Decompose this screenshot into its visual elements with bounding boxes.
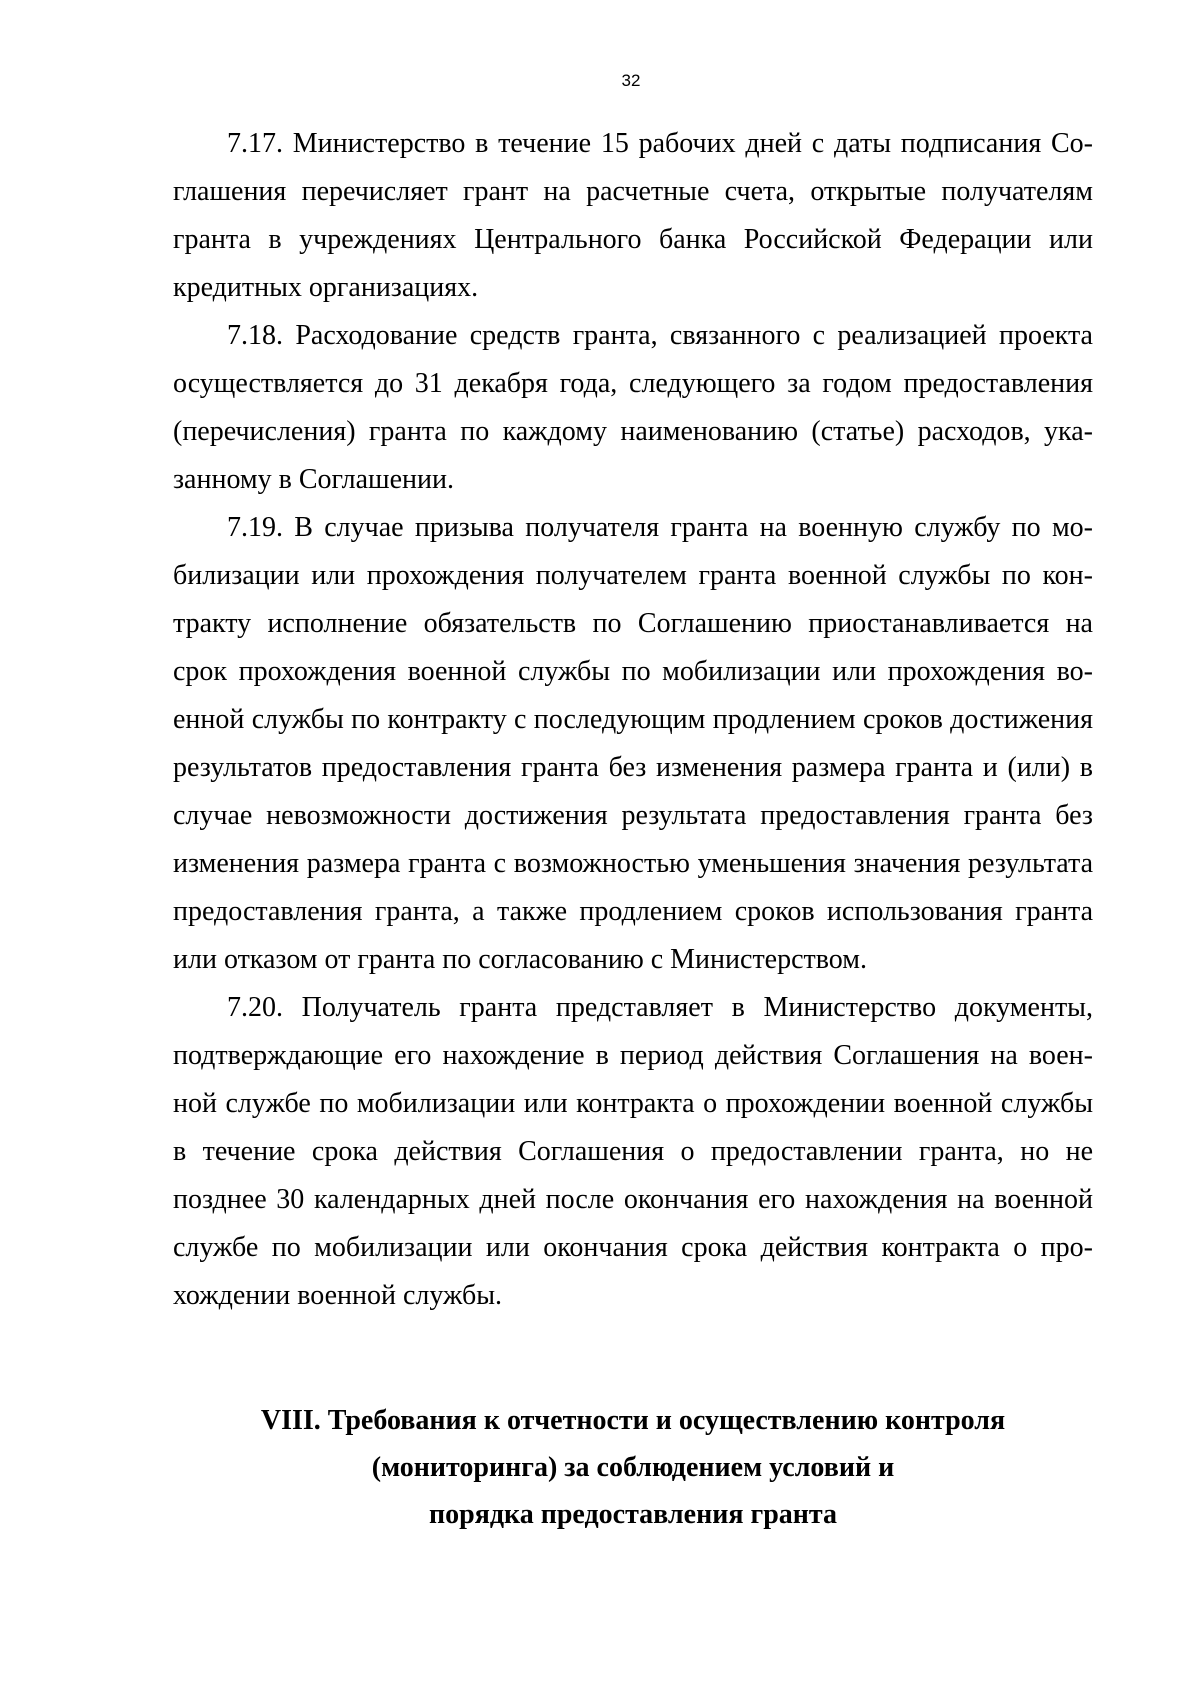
- section-heading-line-3: порядка предоставления гранта: [429, 1499, 837, 1530]
- document-body: [173, 120, 1093, 1320]
- paragraph-7-18: 7.18. Расходование средств гранта, связанного с реализацией проекта осуществляется до 31 декабря года, следующего за годом предоставления (перечисления) гранта по каждому наименованию (статье) расходов, указанному в Соглашении.: [173, 320, 1093, 495]
- section-heading-line-2: (мониторинга) за соблюдением условий и: [371, 1452, 895, 1483]
- paragraph-7-20: 7.20. Получатель гранта представляет в Министерство документы, подтверждающие его нахождение в период действия Соглашения на военной службе по мобилизации или контракта о прохождении военной службы в течение срока действия Соглашения о предоставлении гранта, но не позднее 30 календарных дней после окончания его нахождения на военной службе по мобилизации или окончания срока действия контракта о прохождении военной службы.: [173, 992, 1093, 1311]
- section-heading-line-1: VIII. Требования к отчетности и осуществлению контроля: [260, 1405, 1006, 1436]
- paragraph-7-17: 7.17. Министерство в течение 15 рабочих дней с даты подписания Соглашения перечисляет грант на расчетные счета, открытые получателям гранта в учреждениях Центрального банка Российской Федерации или кредитных организациях.: [173, 128, 1093, 303]
- paragraph-7-19: 7.19. В случае призыва получателя гранта на военную службу по мобилизации или прохождения получателем гранта военной службы по контракту исполнение обязательств по Соглашению приостанавливается на срок прохождения военной службы по мобилизации или прохождения военной службы по контракту с последующим продлением сроков достижения результатов предоставления гранта без изменения размера гранта и (или) в случае невозможности достижения результата предоставления гранта без изменения размера гранта с возможностью уменьшения значения результата предоставления гранта, а также продлением сроков использования гранта или отказом от гранта по согласованию с Министерством.: [173, 512, 1093, 975]
- page-number: 32: [621, 71, 641, 90]
- section-heading: [173, 1397, 1093, 1538]
